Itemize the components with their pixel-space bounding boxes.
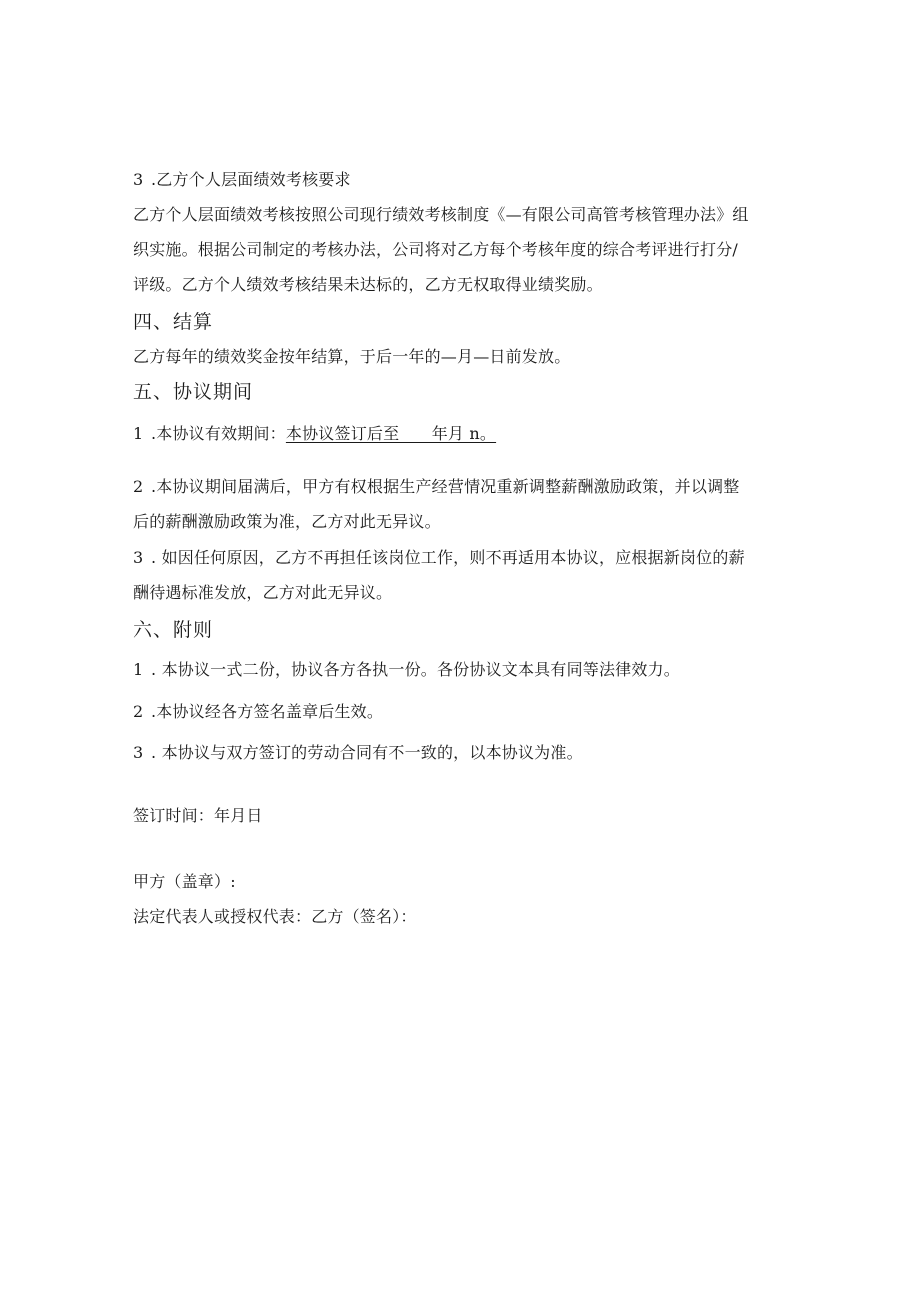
- section3-body-line-3: 评级。乙方个人绩效考核结果未达标的，乙方无权取得业绩奖励。: [133, 275, 603, 294]
- item-number: 2: [133, 477, 144, 496]
- section3-body-line-2: 织实施。根据公司制定的考核办法，公司将对乙方每个考核年度的综合考评进行打分/: [133, 240, 738, 259]
- item-text: . 本协议与双方签订的劳动合同有不一致的，以本协议为准。: [151, 743, 583, 762]
- item-text: . 本协议一式二份，协议各方各执一份。各份协议文本具有同等法律效力。: [151, 660, 680, 679]
- item-number: 3: [133, 170, 144, 189]
- item-text: . 如因任何原因，乙方不再担任该岗位工作，则不再适用本协议，应根据新岗位的薪: [151, 548, 745, 567]
- period-item-3-line-2: 酬待遇标准发放，乙方对此无异议。: [133, 583, 393, 602]
- section3-body-line-1: 乙方个人层面绩效考核按照公司现行绩效考核制度《—有限公司高管考核管理办法》组: [133, 205, 749, 224]
- period-item-1: [133, 424, 790, 444]
- section3-item-heading: [133, 170, 790, 190]
- item-number: 1: [133, 660, 144, 679]
- signing-time: 签订时间：年月日: [133, 806, 263, 825]
- period-item-3-line-1: [133, 548, 790, 568]
- period-underlined-value: 本协议签订后至 年月 n。: [285, 424, 497, 443]
- heading-agreement-period: 五、协议期间: [133, 381, 254, 403]
- item-number: 2: [133, 702, 144, 721]
- heading-settlement: 四、结算: [133, 311, 214, 333]
- party-a-seal: 甲方（盖章）:: [133, 872, 236, 891]
- heading-supplementary: 六、附则: [133, 619, 214, 641]
- item-label: .本协议有效期间：: [151, 424, 286, 443]
- appendix-item-2: [133, 702, 790, 722]
- item-title: .乙方个人层面绩效考核要求: [151, 170, 351, 189]
- item-number: 1: [133, 424, 144, 443]
- item-number: 3: [133, 743, 144, 762]
- period-item-2-line-1: [133, 477, 790, 497]
- settlement-text: 乙方每年的绩效奖金按年结算，于后一年的—月—日前发放。: [133, 347, 571, 366]
- representative-signature: 法定代表人或授权代表：乙方（签名）：: [133, 907, 417, 926]
- item-text: .本协议经各方签名盖章后生效。: [151, 702, 384, 721]
- appendix-item-1: [133, 660, 790, 680]
- item-text: .本协议期间届满后，甲方有权根据生产经营情况重新调整薪酬激励政策，并以调整: [151, 477, 740, 496]
- item-number: 3: [133, 548, 144, 567]
- appendix-item-3: [133, 743, 790, 763]
- period-item-2-line-2: 后的薪酬激励政策为准，乙方对此无异议。: [133, 512, 441, 531]
